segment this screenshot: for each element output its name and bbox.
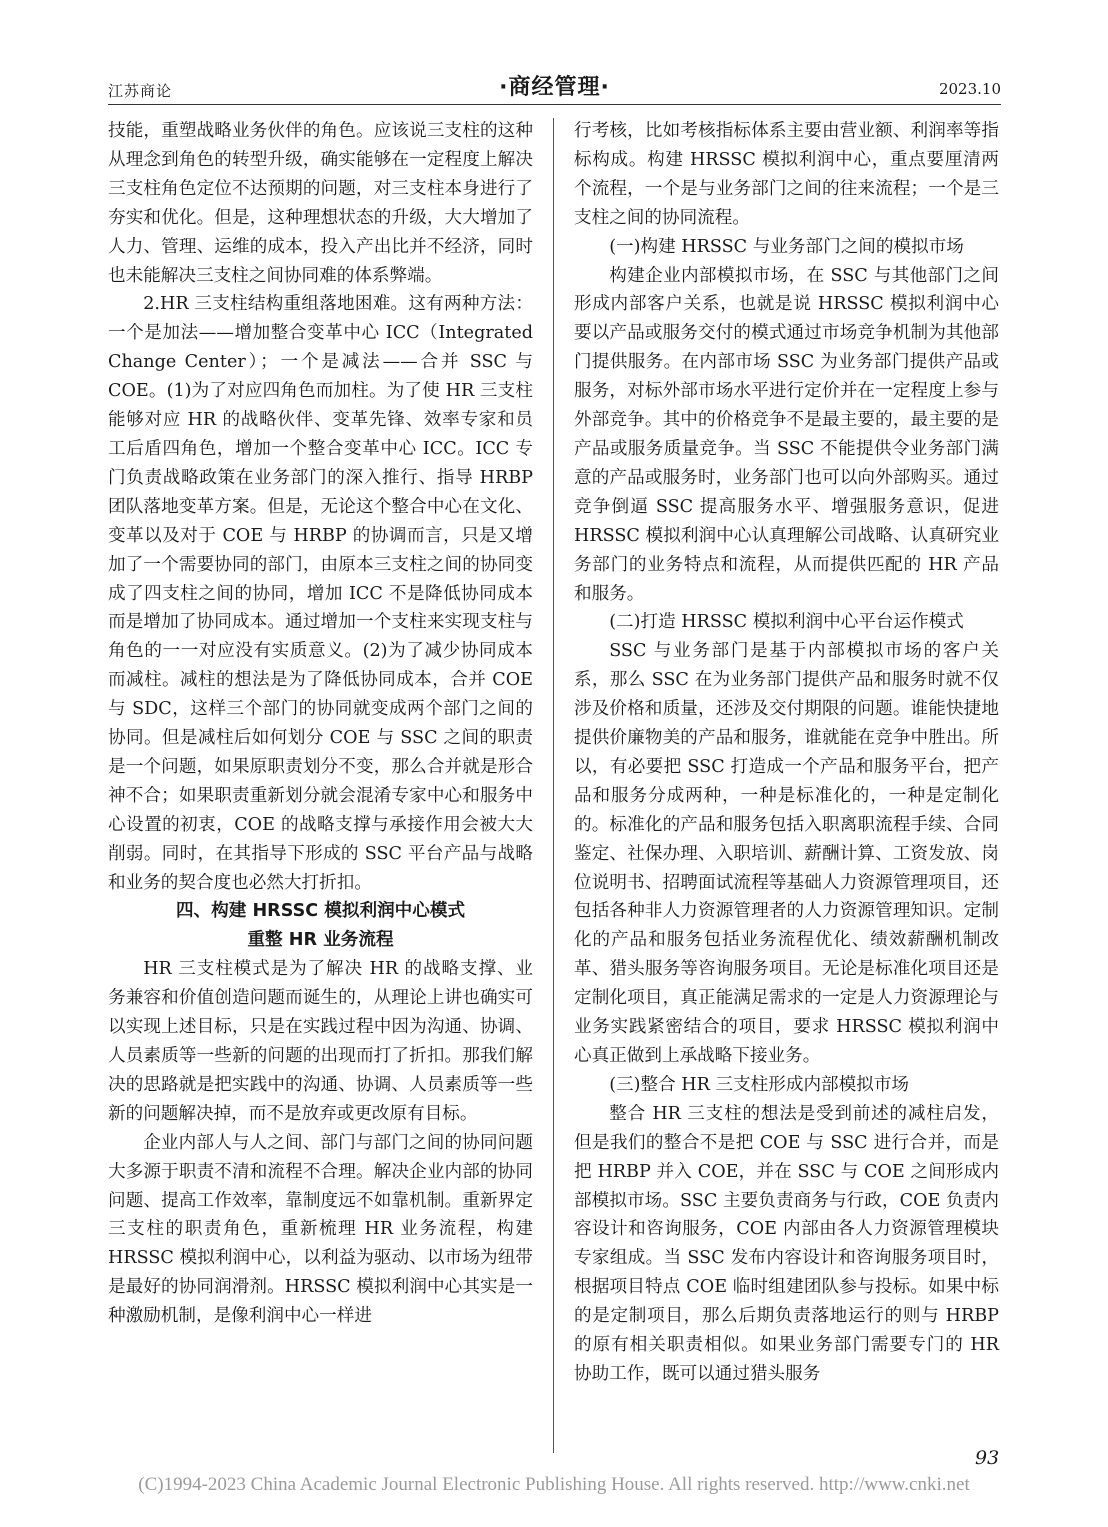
page-header [108,70,1001,104]
subsection-heading: (二)打造 HRSSC 模拟利润中心平台运作模式 [609,612,964,633]
right-column [574,117,999,1389]
paragraph: SSC 与业务部门是基于内部模拟市场的客户关系，那么 SSC 在为业务部门提供产品和服务时就不仅涉及价格和质量，还涉及交付期限的问题。谁能快捷地提供价廉物美的产品和服务，谁就能在竞争中胜出。所以，有必要把 SSC 打造成一个产品和服务平台，把产品和服务分成两种，一种是标准化的，一种是定制化的。标准化的产品和服务包括入职离职流程手续、合同鉴定、社保办理、入职培训、薪酬计算、工资发放、岗位说明书、招聘面试流程等基础人力资源管理项目，还包括各种非人力资源管理者的人力资源管理知识。定制化的产品和服务包括业务流程优化、绩效薪酬机制改革、猎头服务等咨询服务项目。无论是标准化项目还是定制化项目，真正能满足需求的一定是人力资源理论与业务实践紧密结合的项目，要求 HRSSC 模拟利润中心真正做到上承战略下接业务。 [574,641,999,1066]
section-heading: 重整 HR 业务流程 [247,930,394,951]
paragraph: 整合 HR 三支柱的想法是受到前述的减柱启发，但是我们的整合不是把 COE 与 SSC 进行合并，而是把 HRBP 并入 COE，并在 SSC 与 COE 之间形成内部模拟市场。SSC 主要负责商务与行政，COE 负责内容设计和咨询服务，COE 内部由各人力资源管理模块专家组成。当 SSC 发布内容设计和咨询服务项目时，根据项目特点 COE 临时组建团队参与投标。如果中标的是定制项目，那么后期负责落地运行的则与 HRBP 的原有相关职责相似。如果业务部门需要专门的 HR 协助工作，既可以通过猎头服务 [574,1103,999,1384]
subsection-heading: (三)整合 HR 三支柱形成内部模拟市场 [609,1074,910,1095]
column-divider [553,118,554,1453]
paragraph: 2.HR 三支柱结构重组落地困难。这有两种方法：一个是加法——增加整合变革中心 ICC（Integrated Change Center）；一个是减法——合并 SSC 与 COE。(1)为了对应四角色而加柱。为了使 HR 三支柱能够对应 HR 的战略伙伴、变革先锋、效率专家和员工后盾四角色，增加一个整合变革中心 ICC。ICC 专门负责战略政策在业务部门的深入推行、指导 HRBP 团队落地变革方案。但是，无论这个整合中心在文化、变革以及对于 COE 与 HRBP 的协调而言，只是又增加了一个需要协同的部门，由原本三支柱之间的协同变成了四支柱之间的协同，增加 ICC 不是降低协同成本而是增加了协同成本。通过增加一个支柱来实现支柱与角色的一一对应没有实质意义。(2)为了减少协同成本而减柱。减柱的想法是为了降低协同成本，合并 COE 与 SDC，这样三个部门的协同就变成两个部门之间的协同。但是减柱后如何划分 COE 与 SSC 之间的职责是一个问题，如果原职责划分不变，那么合并就是形合神不合；如果职责重新划分就会混淆专家中心和服务中心设置的初衷，COE 的战略支撑与承接作用会被大大削弱。同时，在其指导下形成的 SSC 平台产品与战略和业务的契合度也必然大打折扣。 [108,294,533,893]
paragraph: 构建企业内部模拟市场，在 SSC 与其他部门之间形成内部客户关系，也就是说 HRSSC 模拟利润中心要以产品或服务交付的模式通过市场竞争机制为其他部门提供服务。在内部市场 SSC 为业务部门提供产品或服务，对标外部市场水平进行定价并在一定程度上参与外部竞争。其中的价格竞争不是最主要的，最主要的是产品或服务质量竞争。当 SSC 不能提供令业务部门满意的产品或服务时，业务部门也可以向外部购买。通过竞争倒逼 SSC 提高服务水平、增强服务意识，促进 HRSSC 模拟利润中心认真理解公司战略、认真研究业务部门的业务特点和流程，从而提供匹配的 HR 产品和服务。 [574,265,999,604]
header-rule [108,104,1001,105]
left-column [108,117,533,1331]
subsection-heading: (一)构建 HRSSC 与业务部门之间的模拟市场 [609,236,964,257]
paragraph: HR 三支柱模式是为了解决 HR 的战略支撑、业务兼容和价值创造问题而诞生的，从理论上讲也确实可以实现上述目标，只是在实践过程中因为沟通、协调、人员素质等一些新的问题的出现而打了折扣。那我们解决的思路就是把实践中的沟通、协调、人员素质等一些新的问题解决掉，而不是放弃或更改原有目标。 [108,959,533,1124]
copyright-notice: (C)1994-2023 China Academic Journal Electronic Publishing House. All rights reserved. http://www.cnki.net [138,1474,970,1495]
page-number: 93 [975,1447,1000,1469]
issue-date: 2023.10 [938,80,1001,98]
section-title: ·商经管理· [499,75,610,100]
section-heading: 四、构建 HRSSC 模拟利润中心模式 [175,901,466,922]
paragraph: 企业内部人与人之间、部门与部门之间的协同问题大多源于职责不清和流程不合理。解决企业内部的协同问题、提高工作效率，靠制度远不如靠机制。重新界定三支柱的职责角色，重新梳理 HR 业务流程，构建 HRSSC 模拟利润中心，以利益为驱动、以市场为纽带是最好的协同润滑剂。HRSSC 模拟利润中心其实是一种激励机制，是像利润中心一样进 [108,1132,533,1327]
journal-name: 江苏商论 [108,82,173,100]
paragraph: 行考核，比如考核指标体系主要由营业额、利润率等指标构成。构建 HRSSC 模拟利润中心，重点要厘清两个流程，一个是与业务部门之间的往来流程；一个是三支柱之间的协同流程。 [574,121,999,228]
paragraph: 技能，重塑战略业务伙伴的角色。应该说三支柱的这种从理念到角色的转型升级，确实能够在一定程度上解决三支柱角色定位不达预期的问题，对三支柱本身进行了夯实和优化。但是，这种理想状态的升级，大大增加了人力、管理、运维的成本，投入产出比并不经济，同时也未能解决三支柱之间协同难的体系弊端。 [108,121,533,286]
